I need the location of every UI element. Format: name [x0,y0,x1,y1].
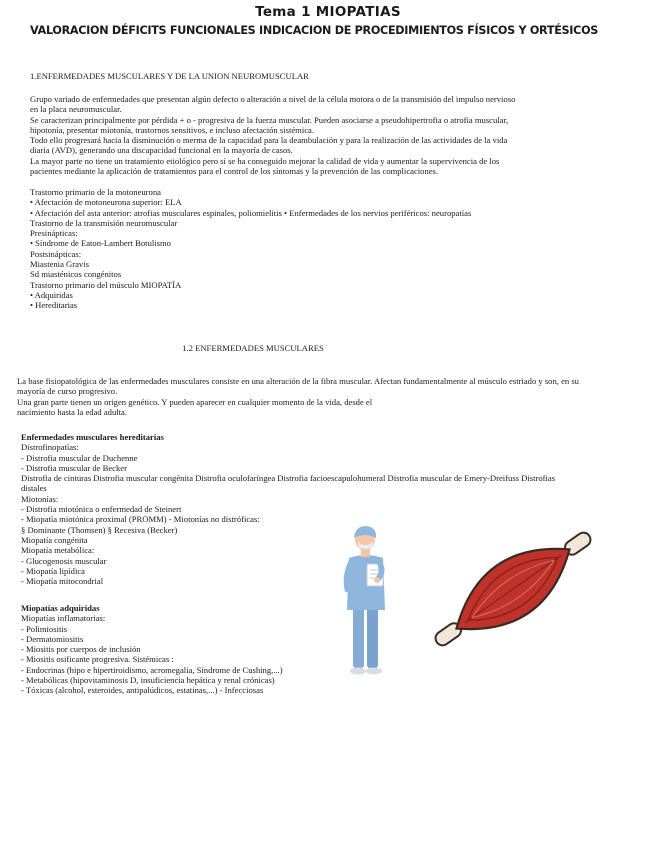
section-1-paragraph [30,94,550,176]
list-item: - Distrofia muscular de Becker [21,462,127,473]
list-item: - Glucogenosis muscular [21,555,107,566]
list-item: - Endocrinas (hipo e hipertiroidismo, acromegalia, Síndrome de Cushing,...) [21,664,283,675]
text-line: pacientes mediante la aplicación de tratamientos para el control de los síntomas y la prevención de las complicaciones. [30,166,439,177]
list-item: - Tóxicas (alcohol, esteroides, antipalúdicos, estatinas,...) - Infecciosas [21,685,264,696]
list-item: • Síndrome de Eaton-Lambert Botulismo [30,238,171,249]
text-line: en la placa neuromuscular. [30,104,122,115]
list-item: - Metabólicas (hipovitaminosis D, insuficiencia hepática y renal crónicas) [21,675,275,686]
list-item: • Hereditarias [30,300,78,311]
doctor-illustration [333,518,403,678]
text-line: nacimiento hasta la edad adulta. [17,406,128,417]
acquired-title: Miopatías adquiridas [21,603,100,613]
list-item: Miotonías: [21,493,59,504]
text-line: Una gran parte tienen un origen genético. Y pueden aparecer en cualquier momento de la vida, desde el [17,396,373,407]
section-2-heading: 1.2 ENFERMEDADES MUSCULARES [182,343,324,353]
list-item: Distrofinopatías: [21,442,79,453]
list-item: Presinápticas: [30,228,78,239]
list-item: § Dominante (Thomsen) § Recesiva (Becker) [21,524,178,535]
list-item: - Miositis por cuerpos de inclusión [21,644,141,655]
list-item: Miopatía congénita [21,534,88,545]
hereditary-title: Enfermedades musculares hereditarias [21,432,164,442]
list-item: distales [21,483,47,494]
list-item: Miastenia Gravis [30,259,89,270]
list-item: Miopatía metabólica: [21,545,95,556]
list-item: • Afectación de motoneurona superior: ELA [30,197,182,208]
list-item: Postsinápticas: [30,248,82,259]
text-line: La base fisiopatológica de las enfermedades musculares consiste en una alteración de la fibra muscular. Afectan fundamentalmente al músculo estriado y son, en su [17,376,579,386]
text-line: La mayor parte no tiene un tratamiento etiológico pero sí se ha conseguido mejorar la calidad de vida y aumentar la supervivencia de los [30,155,500,166]
list-item: Sd miasténicos congénitos [30,269,122,280]
text-line: Todo ello progresará hacia la disminución o merma de la capacidad para la deambulación y para la realización de las actividades de la vida [30,135,508,146]
list-item: - Miositis osificante progresiva. Sistémicas : [21,654,174,665]
list-item: Miopatías inflamatorias: [21,613,106,624]
list-item: Trastorno primario de la motoneurona [30,187,161,197]
text-line: mayoría de curso progresivo. [17,386,118,397]
list-item: • Afectación del asta anterior: atrofias musculares espinales, poliomielitis • Enfermedades de los nervios periféricos: neuropatías [30,207,472,218]
text-line: Se caracterizan principalmente por pérdida + o - progresiva de la fuerza muscular. Pueden asociarse a pseudohipertrofia o atrofia muscular, [30,114,509,125]
list-item: - Miopatía mitocondrial [21,576,104,587]
list-item: - Miopatía lipídica [21,565,85,576]
list-item: - Distrofia muscular de Duchenne [21,452,138,463]
text-line: diaria (AVD), generando una discapacidad funcional en la mayoría de casos. [30,145,293,156]
list-item: - Miopatía miotónica proximal (PROMM) - Miotonías no distróficas: [21,514,260,525]
section-1-heading: 1.ENFERMEDADES MUSCULARES Y DE LA UNION NEUROMUSCULAR [30,71,309,81]
list-item: - Dermatomiositis [21,633,84,644]
list-item: - Distrofia miotónica o enfermedad de Steinert [21,504,182,515]
muscle-illustration [418,524,608,654]
list-item: • Adquiridas [30,289,73,300]
list-item: Trastorno primario del músculo MIOPATÍA [30,279,182,290]
page-title: Tema 1 MIOPATIAS [255,4,401,20]
page-subtitle: VALORACION DÉFICITS FUNCIONALES INDICACION DE PROCEDIMIENTOS FÍSICOS Y ORTÉSICOS [30,24,599,37]
list-item: - Polimiositis [21,623,68,634]
text-line: Grupo variado de enfermedades que presentan algún defecto o alteración a nivel de la célula motora o de la transmisión del impulso nervioso [30,94,516,104]
classification-list [30,187,550,311]
section-2-paragraph [17,376,637,417]
list-item: Distrofia de cinturas Distrofia muscular congénita Distrofia oculofaríngea Distrofia facioescapulohumeral Distrofia muscular de Emery-Dreifuss Distrofias [21,473,556,484]
list-item: Trastorno de la transmisión neuromuscular [30,217,178,228]
text-line: hipotonía, presentar miotonía, trastornos sensitivos, e incluso afectación sistémica. [30,124,315,135]
